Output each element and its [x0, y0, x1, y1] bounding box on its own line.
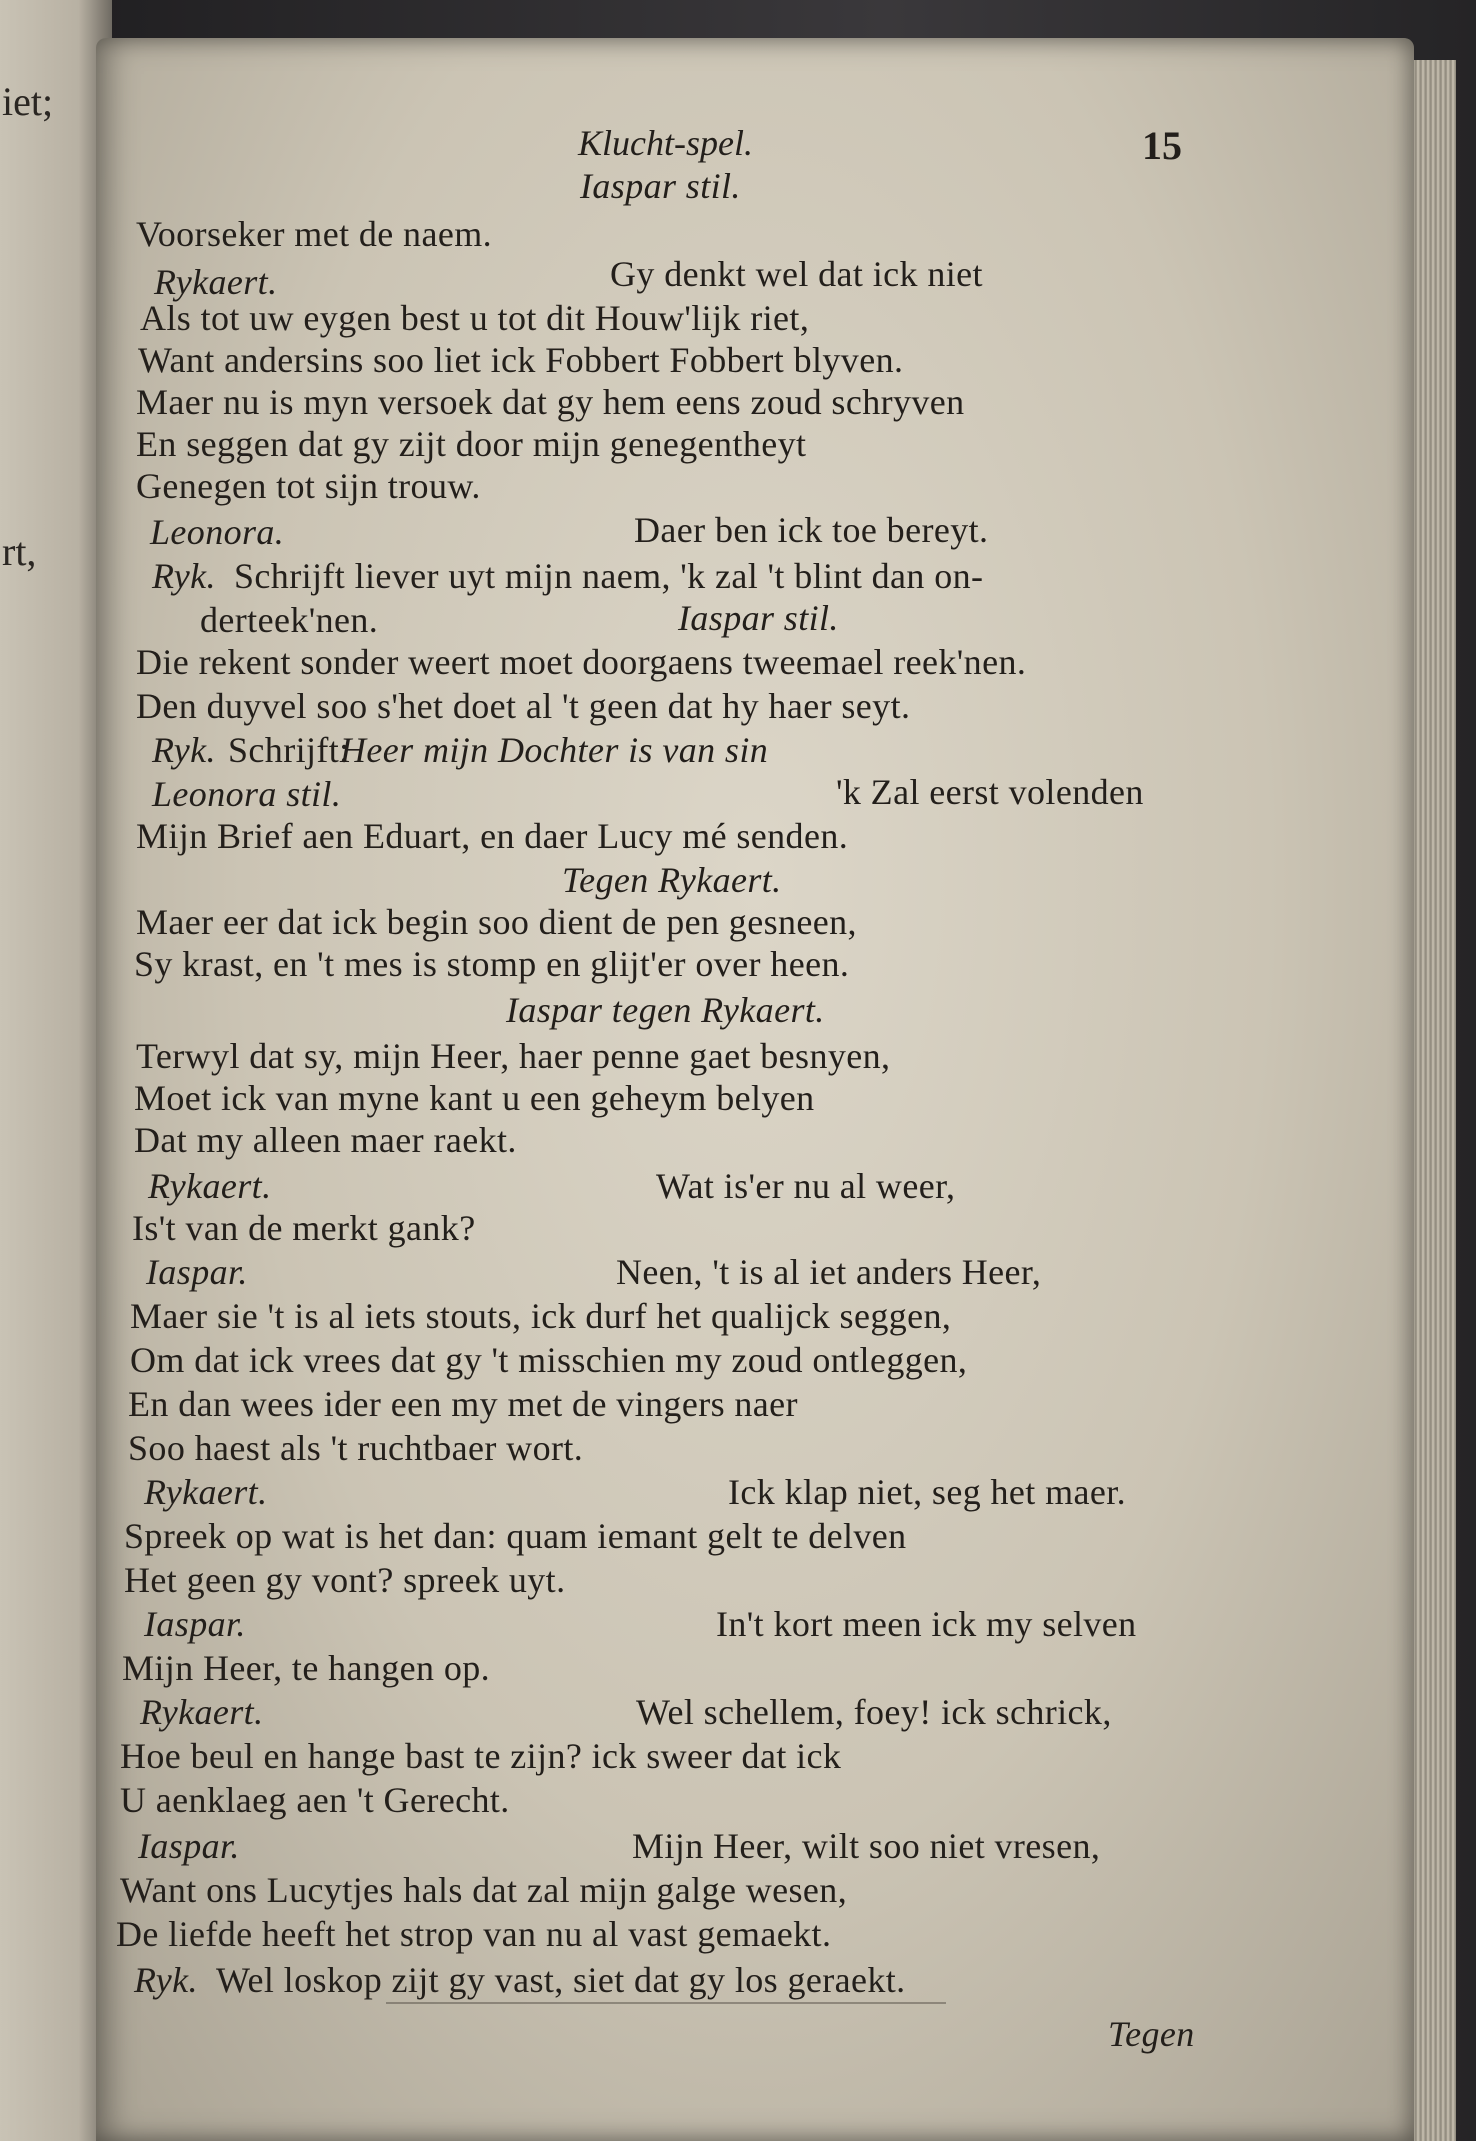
speaker-name: Ryk.	[152, 730, 216, 770]
verse-line: Maer sie 't is al iets stouts, ick durf het qualijck seggen,	[130, 1296, 952, 1336]
verse-line: Is't van de merkt gank?	[132, 1208, 476, 1248]
verse-line: Soo haest als 't ruchtbaer wort.	[128, 1428, 584, 1468]
catchword: Tegen	[1108, 2014, 1195, 2054]
verse-line: Om dat ick vrees dat gy 't misschien my zoud ontleggen,	[130, 1340, 968, 1380]
verse-line: derteek'nen.	[200, 600, 379, 640]
verse-line: Gy denkt wel dat ick niet	[610, 254, 983, 294]
verse-line: Sy krast, en 't mes is stomp en glijt'er over heen.	[134, 944, 850, 984]
speaker-name: Rykaert.	[154, 262, 278, 302]
verse-line: Mijn Brief aen Eduart, en daer Lucy mé senden.	[136, 816, 849, 856]
speaker-name: Leonora stil.	[152, 774, 342, 814]
verse-line: Want ons Lucytjes hals dat zal mijn galge wesen,	[120, 1870, 848, 1910]
verse-line: Want andersins soo liet ick Fobbert Fobbert blyven.	[138, 340, 904, 380]
speaker-name: Rykaert.	[140, 1692, 264, 1732]
facing-page-fragment: rt,	[2, 529, 37, 574]
verse-line: Spreek op wat is het dan: quam iemant gelt te delven	[124, 1516, 907, 1556]
verse-line: En seggen dat gy zijt door mijn genegentheyt	[136, 424, 807, 464]
page-text	[96, 38, 1414, 2141]
speaker-name: Iaspar.	[138, 1826, 240, 1866]
verse-line: Dat my alleen maer raekt.	[134, 1120, 517, 1160]
verse-line: Voorseker met de naem.	[136, 214, 493, 254]
page-number: 15	[1142, 123, 1182, 168]
verse-line: Ick klap niet, seg het maer.	[728, 1472, 1127, 1512]
verse-line: In't kort meen ick my selven	[716, 1604, 1137, 1644]
verse-line: Genegen tot sijn trouw.	[136, 466, 481, 506]
verse-line: U aenklaeg aen 't Gerecht.	[120, 1780, 510, 1820]
speaker-name: Ryk.	[134, 1960, 198, 2000]
book-page	[96, 38, 1414, 2141]
verse-line: Terwyl dat sy, mijn Heer, haer penne gaet besnyen,	[136, 1036, 891, 1076]
verse-line: Maer nu is myn versoek dat gy hem eens zoud schryven	[136, 382, 965, 422]
page-stack-edge	[1412, 60, 1456, 2141]
verse-line: Schrijft:	[228, 730, 350, 770]
running-title: Klucht-spel.	[578, 123, 753, 163]
speaker-name: Leonora.	[150, 512, 285, 552]
speaker-name: Iaspar.	[144, 1604, 246, 1644]
facing-page-fragment: iet;	[2, 79, 54, 124]
verse-line: Hoe beul en hange bast te zijn? ick sweer dat ick	[120, 1736, 842, 1776]
verse-line: Het geen gy vont? spreek uyt.	[124, 1560, 566, 1600]
verse-line: Schrijft liever uyt mijn naem, 'k zal 't blint dan on-	[234, 556, 984, 596]
verse-line: Den duyvel soo s'het doet al 't geen dat hy haer seyt.	[136, 686, 911, 726]
verse-line: Wat is'er nu al weer,	[656, 1166, 956, 1206]
verse-line: Neen, 't is al iet anders Heer,	[616, 1252, 1042, 1292]
stage-direction: Iaspar tegen Rykaert.	[506, 990, 825, 1030]
speaker-name: Rykaert.	[148, 1166, 272, 1206]
verse-line: Die rekent sonder weert moet doorgaens tweemael reek'nen.	[136, 642, 1027, 682]
verse-line: Wel loskop zijt gy vast, siet dat gy los geraekt.	[216, 1960, 906, 2000]
speaker-name: Iaspar.	[146, 1252, 248, 1292]
dictated-text: Heer mijn Dochter is van sin	[340, 730, 769, 770]
speaker-name: Rykaert.	[144, 1472, 268, 1512]
verse-line: De liefde heeft het strop van nu al vast gemaekt.	[116, 1914, 832, 1954]
stage-direction: Iaspar stil.	[580, 166, 741, 206]
verse-line: Maer eer dat ick begin soo dient de pen gesneen,	[136, 902, 857, 942]
stage-direction: Tegen Rykaert.	[562, 860, 782, 900]
verse-line: Mijn Heer, te hangen op.	[122, 1648, 491, 1688]
verse-line: En dan wees ider een my met de vingers naer	[128, 1384, 798, 1424]
verse-line: 'k Zal eerst volenden	[836, 772, 1144, 812]
verse-line: Mijn Heer, wilt soo niet vresen,	[632, 1826, 1101, 1866]
underline-rule	[386, 2002, 946, 2004]
verse-line: Moet ick van myne kant u een geheym belyen	[134, 1078, 815, 1118]
stage-direction: Iaspar stil.	[678, 598, 839, 638]
verse-line: Daer ben ick toe bereyt.	[634, 510, 989, 550]
verse-line: Als tot uw eygen best u tot dit Houw'lijk riet,	[140, 298, 810, 338]
speaker-name: Ryk.	[152, 556, 216, 596]
verse-line: Wel schellem, foey! ick schrick,	[636, 1692, 1112, 1732]
